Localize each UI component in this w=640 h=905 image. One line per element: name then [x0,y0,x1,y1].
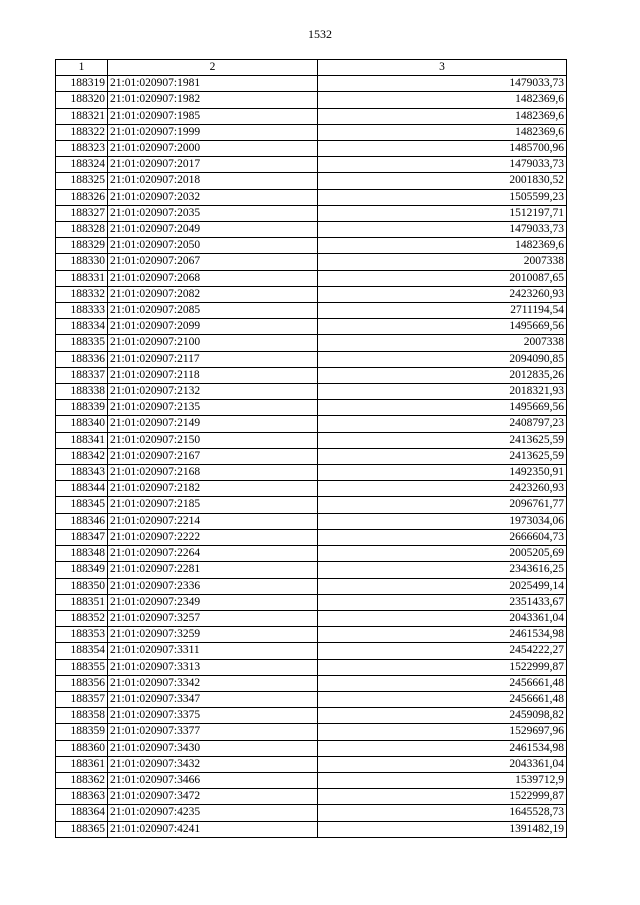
table-row [56,691,567,707]
cadastral-number-cell: 21:01:020907:2349 [108,594,318,610]
row-number-cell: 188355 [56,659,108,675]
value-cell: 2461534,98 [318,740,567,756]
cadastral-number-cell: 21:01:020907:4241 [108,821,318,837]
value-cell: 1479033,73 [318,222,567,238]
row-number-cell: 188346 [56,513,108,529]
cadastral-number-cell: 21:01:020907:2264 [108,546,318,562]
table-row [56,675,567,691]
row-number-cell: 188326 [56,189,108,205]
value-cell: 2711194,54 [318,303,567,319]
row-number-cell: 188335 [56,335,108,351]
row-number-cell: 188352 [56,610,108,626]
row-number-cell: 188364 [56,805,108,821]
cadastral-number-cell: 21:01:020907:3347 [108,691,318,707]
value-cell: 2408797,23 [318,416,567,432]
value-cell: 1495669,56 [318,400,567,416]
row-number-cell: 188363 [56,789,108,805]
row-number-cell: 188333 [56,303,108,319]
value-cell: 1482369,6 [318,238,567,254]
cadastral-number-cell: 21:01:020907:1982 [108,92,318,108]
table-row [56,610,567,626]
cadastral-number-cell: 21:01:020907:2149 [108,416,318,432]
table-row [56,270,567,286]
cadastral-number-cell: 21:01:020907:1981 [108,76,318,92]
cadastral-number-cell: 21:01:020907:2336 [108,578,318,594]
cadastral-number-cell: 21:01:020907:4235 [108,805,318,821]
value-cell: 2007338 [318,335,567,351]
value-cell: 2454222,27 [318,643,567,659]
row-number-cell: 188353 [56,627,108,643]
row-number-cell: 188329 [56,238,108,254]
row-number-cell: 188357 [56,691,108,707]
value-cell: 1522999,87 [318,659,567,675]
cadastral-number-cell: 21:01:020907:3430 [108,740,318,756]
value-cell: 2025499,14 [318,578,567,594]
value-cell: 1539712,9 [318,772,567,788]
table-row [56,108,567,124]
table-row [56,319,567,335]
table-row [56,594,567,610]
row-number-cell: 188340 [56,416,108,432]
cadastral-number-cell: 21:01:020907:2182 [108,481,318,497]
column-header-2: 2 [108,60,318,76]
cadastral-number-cell: 21:01:020907:2168 [108,465,318,481]
table-row [56,400,567,416]
table-row [56,189,567,205]
row-number-cell: 188319 [56,76,108,92]
row-number-cell: 188330 [56,254,108,270]
table-row [56,513,567,529]
row-number-cell: 188324 [56,157,108,173]
table-row [56,465,567,481]
table-row [56,708,567,724]
value-cell: 2018321,93 [318,384,567,400]
row-number-cell: 188348 [56,546,108,562]
table-row [56,238,567,254]
table-header-row [56,60,567,76]
cadastral-number-cell: 21:01:020907:2118 [108,367,318,383]
value-cell: 2456661,48 [318,691,567,707]
table-row [56,643,567,659]
table-row [56,335,567,351]
table-row [56,157,567,173]
table-body [56,76,567,838]
cadastral-number-cell: 21:01:020907:2281 [108,562,318,578]
cadastral-number-cell: 21:01:020907:2049 [108,222,318,238]
table-row [56,562,567,578]
cadastral-number-cell: 21:01:020907:2067 [108,254,318,270]
table-row [56,740,567,756]
value-cell: 1479033,73 [318,76,567,92]
column-header-1: 1 [56,60,108,76]
row-number-cell: 188345 [56,497,108,513]
cadastral-number-cell: 21:01:020907:2150 [108,432,318,448]
value-cell: 1482369,6 [318,92,567,108]
table-row [56,76,567,92]
row-number-cell: 188331 [56,270,108,286]
table-row [56,92,567,108]
row-number-cell: 188360 [56,740,108,756]
table-row [56,448,567,464]
row-number-cell: 188344 [56,481,108,497]
value-cell: 2423260,93 [318,286,567,302]
cadastral-number-cell: 21:01:020907:1985 [108,108,318,124]
table-row [56,141,567,157]
cadastral-number-cell: 21:01:020907:1999 [108,124,318,140]
row-number-cell: 188325 [56,173,108,189]
row-number-cell: 188327 [56,205,108,221]
table-row [56,805,567,821]
table-row [56,286,567,302]
cadastral-number-cell: 21:01:020907:2167 [108,448,318,464]
value-cell: 1482369,6 [318,108,567,124]
row-number-cell: 188349 [56,562,108,578]
table-row [56,659,567,675]
data-table [55,59,567,838]
value-cell: 1495669,56 [318,319,567,335]
cadastral-number-cell: 21:01:020907:2018 [108,173,318,189]
row-number-cell: 188356 [56,675,108,691]
value-cell: 2351433,67 [318,594,567,610]
value-cell: 2007338 [318,254,567,270]
table-row [56,416,567,432]
value-cell: 2456661,48 [318,675,567,691]
row-number-cell: 188347 [56,529,108,545]
value-cell: 2001830,52 [318,173,567,189]
value-cell: 2012835,26 [318,367,567,383]
table-row [56,481,567,497]
table-row [56,772,567,788]
value-cell: 1522999,87 [318,789,567,805]
row-number-cell: 188337 [56,367,108,383]
value-cell: 1479033,73 [318,157,567,173]
cadastral-number-cell: 21:01:020907:2135 [108,400,318,416]
table-row [56,756,567,772]
cadastral-number-cell: 21:01:020907:2017 [108,157,318,173]
value-cell: 2666604,73 [318,529,567,545]
table-row [56,351,567,367]
page-number: 1532 [308,27,332,41]
row-number-cell: 188343 [56,465,108,481]
cadastral-number-cell: 21:01:020907:3375 [108,708,318,724]
value-cell: 2413625,59 [318,448,567,464]
row-number-cell: 188339 [56,400,108,416]
cadastral-number-cell: 21:01:020907:3313 [108,659,318,675]
row-number-cell: 188336 [56,351,108,367]
table-row [56,205,567,221]
value-cell: 2096761,77 [318,497,567,513]
row-number-cell: 188350 [56,578,108,594]
row-number-cell: 188365 [56,821,108,837]
value-cell: 1492350,91 [318,465,567,481]
value-cell: 2459098,82 [318,708,567,724]
cadastral-number-cell: 21:01:020907:3342 [108,675,318,691]
value-cell: 2043361,04 [318,756,567,772]
cadastral-number-cell: 21:01:020907:3432 [108,756,318,772]
cadastral-number-cell: 21:01:020907:3472 [108,789,318,805]
row-number-cell: 188342 [56,448,108,464]
row-number-cell: 188341 [56,432,108,448]
value-cell: 2343616,25 [318,562,567,578]
cadastral-number-cell: 21:01:020907:2085 [108,303,318,319]
table-row [56,222,567,238]
row-number-cell: 188358 [56,708,108,724]
value-cell: 2005205,69 [318,546,567,562]
row-number-cell: 188320 [56,92,108,108]
table-row [56,821,567,837]
value-cell: 2094090,85 [318,351,567,367]
table-row [56,546,567,562]
cadastral-number-cell: 21:01:020907:2099 [108,319,318,335]
value-cell: 1645528,73 [318,805,567,821]
cadastral-number-cell: 21:01:020907:2222 [108,529,318,545]
row-number-cell: 188323 [56,141,108,157]
cadastral-number-cell: 21:01:020907:2050 [108,238,318,254]
table-row [56,173,567,189]
value-cell: 1973034,06 [318,513,567,529]
value-cell: 2423260,93 [318,481,567,497]
value-cell: 2461534,98 [318,627,567,643]
row-number-cell: 188354 [56,643,108,659]
row-number-cell: 188321 [56,108,108,124]
cadastral-number-cell: 21:01:020907:2068 [108,270,318,286]
cadastral-number-cell: 21:01:020907:2100 [108,335,318,351]
row-number-cell: 188328 [56,222,108,238]
table-row [56,724,567,740]
row-number-cell: 188351 [56,594,108,610]
cadastral-number-cell: 21:01:020907:3259 [108,627,318,643]
row-number-cell: 188359 [56,724,108,740]
cadastral-number-cell: 21:01:020907:3377 [108,724,318,740]
table-row [56,578,567,594]
table-row [56,789,567,805]
table-row [56,627,567,643]
cadastral-number-cell: 21:01:020907:2000 [108,141,318,157]
row-number-cell: 188361 [56,756,108,772]
cadastral-number-cell: 21:01:020907:2117 [108,351,318,367]
row-number-cell: 188332 [56,286,108,302]
column-header-3: 3 [318,60,567,76]
cadastral-number-cell: 21:01:020907:3466 [108,772,318,788]
value-cell: 2043361,04 [318,610,567,626]
value-cell: 2010087,65 [318,270,567,286]
row-number-cell: 188362 [56,772,108,788]
table-row [56,303,567,319]
cadastral-number-cell: 21:01:020907:2214 [108,513,318,529]
value-cell: 1512197,71 [318,205,567,221]
value-cell: 1485700,96 [318,141,567,157]
value-cell: 1482369,6 [318,124,567,140]
cadastral-number-cell: 21:01:020907:2032 [108,189,318,205]
table-row [56,367,567,383]
row-number-cell: 188322 [56,124,108,140]
cadastral-number-cell: 21:01:020907:2132 [108,384,318,400]
table-row [56,432,567,448]
value-cell: 2413625,59 [318,432,567,448]
cadastral-number-cell: 21:01:020907:3311 [108,643,318,659]
table-row [56,497,567,513]
table-row [56,124,567,140]
value-cell: 1391482,19 [318,821,567,837]
cadastral-number-cell: 21:01:020907:2035 [108,205,318,221]
cadastral-number-cell: 21:01:020907:2185 [108,497,318,513]
cadastral-number-cell: 21:01:020907:2082 [108,286,318,302]
table-row [56,529,567,545]
row-number-cell: 188338 [56,384,108,400]
table-row [56,384,567,400]
table-row [56,254,567,270]
cadastral-number-cell: 21:01:020907:3257 [108,610,318,626]
row-number-cell: 188334 [56,319,108,335]
value-cell: 1529697,96 [318,724,567,740]
value-cell: 1505599,23 [318,189,567,205]
